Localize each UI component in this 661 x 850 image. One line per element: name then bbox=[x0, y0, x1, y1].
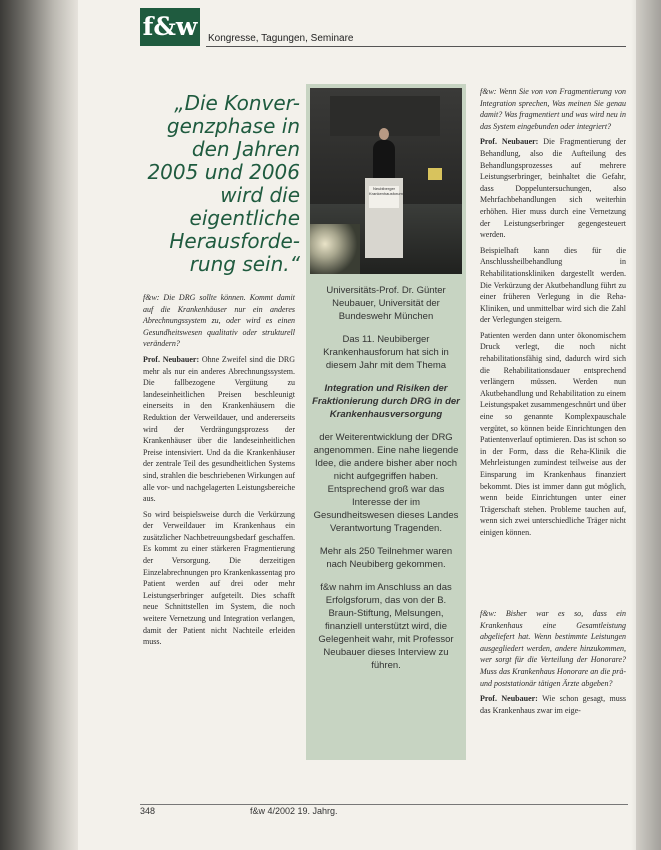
info-box-text bbox=[312, 284, 460, 682]
answer-2-text: Die Fragmentierung der Behandlung, also die Aufteilung des Behandlungsprozesses auf mehrere Leistungserbringer, beinhaltet die Gefahr, dass Doppeluntersuchungen, also Mehrfachbehandlungen sich weiterhin erhöhen. Hier muss durch eine Vernetzung der Leistungserbringer gegengesteuert werden. bbox=[480, 137, 626, 240]
section-title: Kongresse, Tagungen, Seminare bbox=[208, 33, 354, 44]
pull-quote: „Die Konver- genzphase in den Jahren 2005 und 2006 wird die eigentliche Herausforde- rung sein.“ bbox=[147, 91, 300, 276]
speaker-head bbox=[379, 128, 389, 140]
column-left bbox=[143, 292, 295, 652]
paragraph-2: So wird beispielsweise durch die Verkürzung der Verweildauer im Krankenhaus ein zusätzlicher Nachbetreuungsbedarf geschaffen. Es kommt zu einer stärkeren Fragmentierung der Versorgung. Die derzeitigen Einzelabrechnungen pro Krankenkassentag pro Patient werden auf drei oder mehr Leistungserbringer aufgeteilt. Dies schafft neue Schnittstellen im System, die noch weitere Vernetzung und Integration verlangen, damit der Patient nicht Nachteile erleiden muss. bbox=[143, 509, 295, 647]
podium bbox=[365, 178, 403, 258]
box-paragraph-1: Das 11. Neubiberger Krankenhausforum hat sich in diesem Jahr mit dem Thema bbox=[323, 334, 449, 371]
question-1: f&w: Die DRG sollte können. Kommt damit auf die Krankenhäuser nur ein anderes Abrechnungssystem zu, oder wird es einen Gesundheitswesen qualitativ oder strukturell verändern? bbox=[143, 293, 295, 349]
answer-1 bbox=[143, 354, 295, 505]
paragraph-3: Beispielhaft kann dies für die Anschlussheilbehandlung in Rehabilitationskliniken dargestellt werden. Die Verkürzung der Akutbehandlung führt zu einer früheren Verlegung in die Reha-Kliniken, und unmittelbar wird sich die Zahl der Verlegungen steigern. bbox=[480, 245, 626, 325]
header-rule bbox=[206, 46, 626, 47]
flower-arrangement bbox=[310, 224, 360, 274]
conference-photo bbox=[310, 88, 462, 274]
page-number: 348 bbox=[140, 806, 156, 816]
question-3: f&w: Bisher war es so, dass ein Krankenhaus eine Gesamtleistung abgeliefert hat. Wenn bestimmte Leistungen ausgegliedert werden, andere hinzukommen, wer sorgt für die Verteilung der Honorare? Muss das Krankenhaus Honorare an die prä- und poststationär tätigen Ärzte abgeben? bbox=[480, 609, 626, 688]
question-2: f&w: Wenn Sie von von Fragmentierung von Integration sprechen, Was meinen Sie genau damit? Was fragmentiert und was wird neu in das System eingebunden oder integriert? bbox=[480, 87, 626, 131]
answer-3 bbox=[480, 693, 626, 716]
fw-logo: f&w bbox=[140, 8, 200, 46]
journal-info: f&w 4/2002 19. Jahrg. bbox=[250, 806, 338, 816]
photo-caption: Universitäts-Prof. Dr. Günter Neubauer, Universität der Bundeswehr München bbox=[326, 285, 446, 322]
footer-rule bbox=[140, 804, 628, 805]
page-shadow bbox=[631, 0, 661, 850]
box-paragraph-2: der Weiterentwicklung der DRG angenommen. Eine nahe liegende Idee, die andere bisher aber noch nicht aufgegriffen haben. Entsprechend groß war das Interesse der im Gesundheitswesen dieses Landes Verantwortung Tragenden. bbox=[313, 432, 459, 534]
box-paragraph-3: Mehr als 250 Teilnehmer waren nach Neubiberg gekommen. bbox=[319, 546, 453, 570]
book-gutter bbox=[0, 0, 78, 850]
column-right-lower bbox=[480, 608, 626, 720]
answer-2-speaker: Prof. Neubauer: bbox=[480, 137, 539, 147]
paragraph-4: Patienten werden dann unter ökonomischem Druck verlegt, die noch nicht rehabilitationsfähig sind, dadurch wird sich die Rehabilitationsdauer entsprechend verlängern müssen. Werden nun Akutbehandlung und Rehabilitation zu einem Leistungspaket zusammengeschnürt und über eine so genannte Komplexpauschale vergütet, so können beide Einrichtungen den Patientenverlauf optimieren. Das ist schon so in der Form, dass die Reha-Klinik die Mehrleistungen zumindest teilweise aus der Einsparung im Krankenhaus finanziert bekommt. Dies ist immer dann gut möglich, wenn beide Einrichtungen unter einer Trägerschaft stehen. Probleme tauchen auf, wenn sich zwei unterschiedliche Träger nicht einigen können. bbox=[480, 330, 626, 537]
podium-sign: Neubiberger Krankenhausforum bbox=[369, 186, 399, 208]
box-paragraph-4: f&w nahm im Anschluss an das Erfolgsforum, das von der B. Braun-Stiftung, Melsungen, finanziell unterstützt wird, die Gelegenheit wahr, mit Professor Neubauer dieses Interview zu führen. bbox=[318, 582, 454, 671]
podium-lamp bbox=[428, 168, 442, 180]
column-right bbox=[480, 86, 626, 543]
box-topic: Integration und Risiken der Fraktionierung durch DRG in der Krankenhausversorgung bbox=[312, 383, 460, 420]
answer-3-text: Wie schon gesagt, muss das Krankenhaus zwar im eige- bbox=[480, 694, 626, 715]
answer-2 bbox=[480, 136, 626, 240]
answer-1-text: Ohne Zweifel sind die DRG mehr als nur ein anderes Abrechnungssystem. Die fallbezogene Vergütung zu landeseinheitlichen Preisen beschleunigt einerseits in den Krankenhäusern die Reduktion der Verweildauer, und andererseits wird der Verdrängungsprozess der Krankenhäuser über die landeseinheitlichen Preise intensiviert. Und da die Krankenhäuser der zentrale Teil des gesundheitlichen Systems sind, strahlen die beschriebenen Wirkungen auf alle vor- und nachgelagerten Leistungsbereiche aus. bbox=[143, 354, 296, 504]
answer-1-speaker: Prof. Neubauer: bbox=[143, 354, 200, 364]
answer-3-speaker: Prof. Neubauer: bbox=[480, 694, 538, 704]
